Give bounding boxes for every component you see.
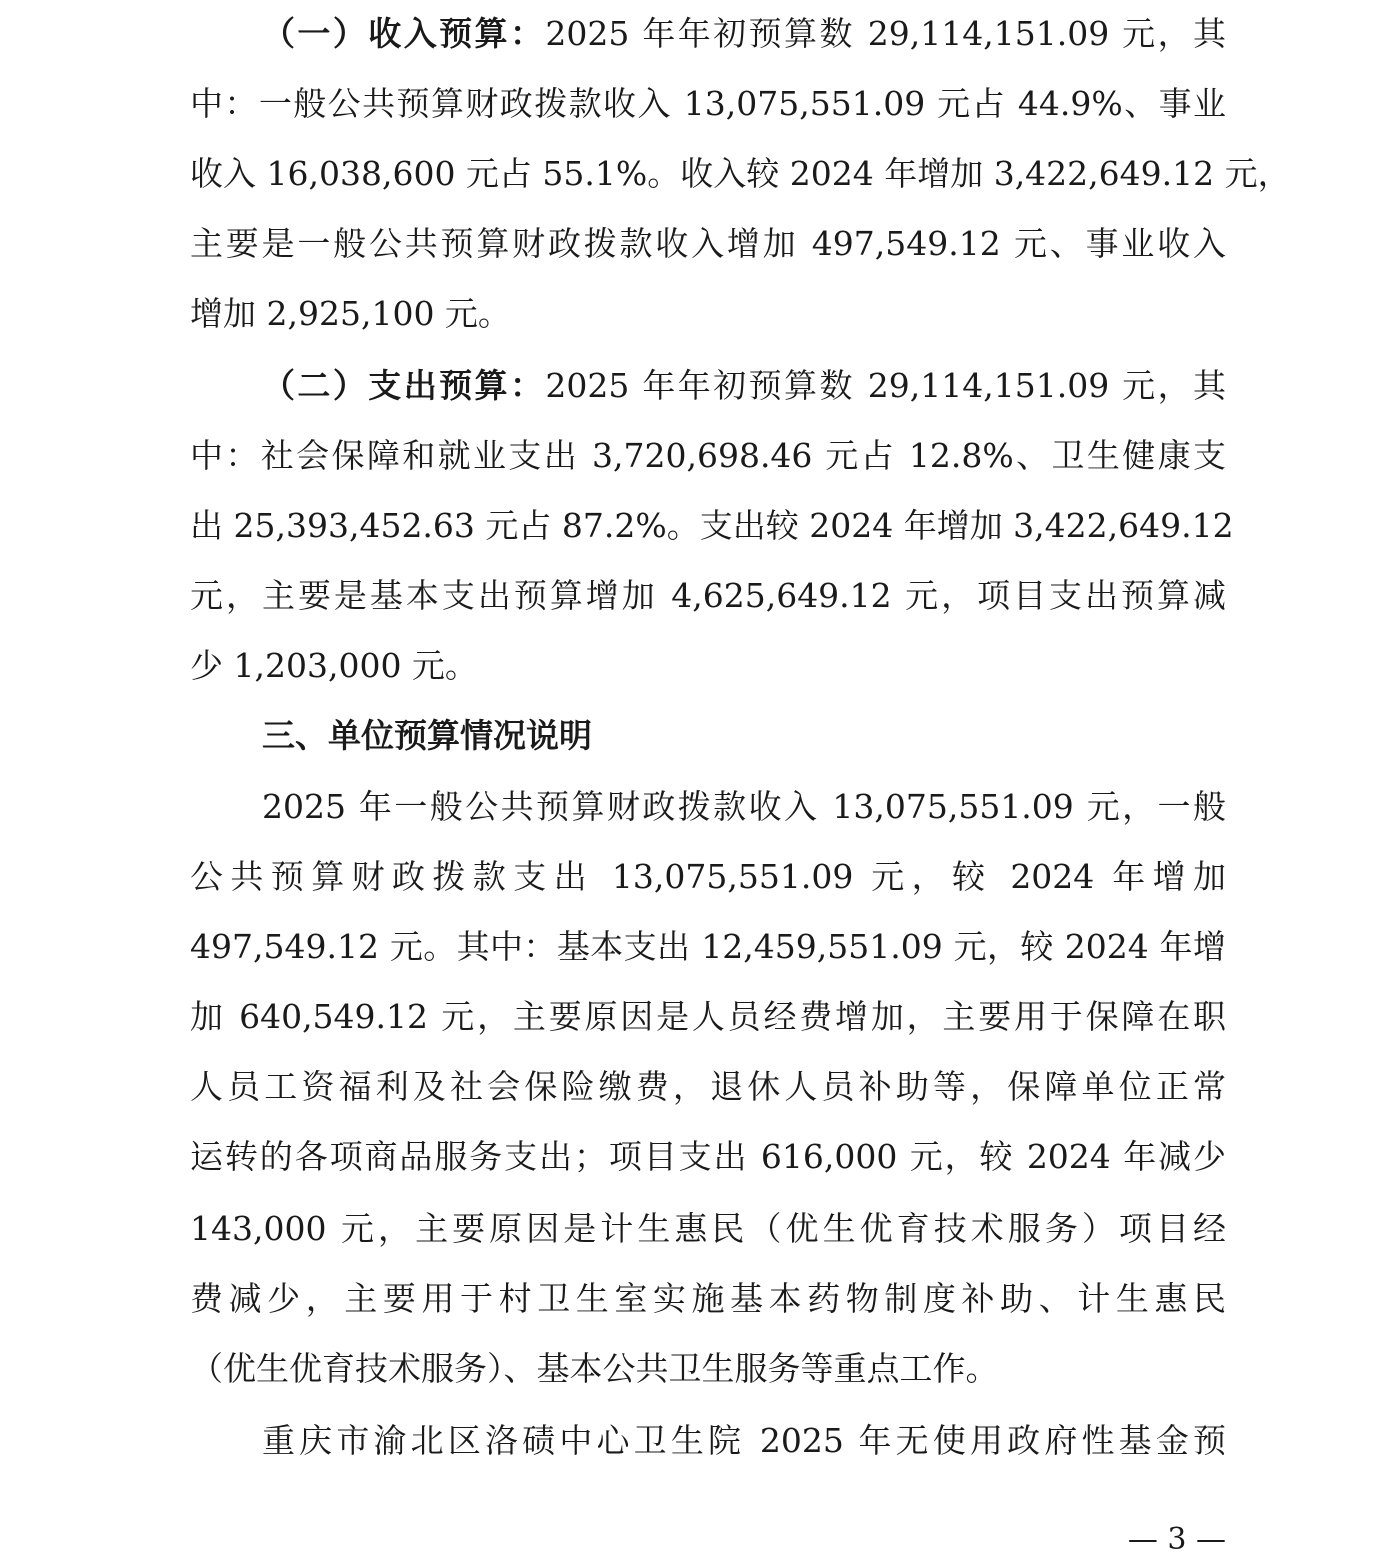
paragraph-expense-line-1: （二）支出预算：2025 年年初预算数 29,114,151.09 元，其 [262,366,1226,405]
paragraph-unit-line-8: 费减少，主要用于村卫生室实施基本药物制度补助、计生惠民 [190,1279,1226,1318]
paragraph-income-line-1: （一）收入预算：2025 年年初预算数 29,114,151.09 元，其 [262,14,1226,53]
paragraph-unit-line-1: 2025 年一般公共预算财政拨款收入 13,075,551.09 元，一般 [262,787,1226,826]
income-section-label: （一）收入预算： [262,14,546,53]
section-heading-unit-budget: 三、单位预算情况说明 [262,716,592,755]
paragraph-expense-line-5: 少 1,203,000 元。 [190,646,478,685]
paragraph-income-line-2: 中：一般公共预算财政拨款收入 13,075,551.09 元占 44.9%、事业 [190,84,1226,123]
page-number: — 3 — [1127,1522,1226,1557]
paragraph-income-line-5: 增加 2,925,100 元。 [190,294,511,333]
paragraph-fund-line-1: 重庆市渝北区洛碛中心卫生院 2025 年无使用政府性基金预 [262,1421,1226,1460]
expense-section-label: （二）支出预算： [262,366,546,405]
paragraph-unit-line-4: 加 640,549.12 元，主要原因是人员经费增加，主要用于保障在职 [190,997,1226,1036]
paragraph-income-line-3: 收入 16,038,600 元占 55.1%。收入较 2024 年增加 3,422,649.12 元， [190,154,1291,193]
paragraph-unit-line-2: 公共预算财政拨款支出 13,075,551.09 元，较 2024 年增加 [190,857,1226,896]
paragraph-expense-line-3: 出 25,393,452.63 元占 87.2%。支出较 2024 年增加 3,422,649.12 [190,506,1234,545]
paragraph-unit-line-9: （优生优育技术服务）、基本公共卫生服务等重点工作。 [190,1349,999,1388]
paragraph-unit-line-7: 143,000 元，主要原因是计生惠民（优生优育技术服务）项目经 [190,1209,1226,1248]
paragraph-income-line-4: 主要是一般公共预算财政拨款收入增加 497,549.12 元、事业收入 [190,224,1226,263]
paragraph-unit-line-6: 运转的各项商品服务支出；项目支出 616,000 元，较 2024 年减少 [190,1137,1226,1176]
paragraph-unit-line-3: 497,549.12 元。其中：基本支出 12,459,551.09 元，较 2024 年增 [190,927,1226,966]
paragraph-expense-line-4: 元，主要是基本支出预算增加 4,625,649.12 元，项目支出预算减 [190,576,1226,615]
paragraph-expense-line-2: 中：社会保障和就业支出 3,720,698.46 元占 12.8%、卫生健康支 [190,436,1226,475]
paragraph-unit-line-5: 人员工资福利及社会保险缴费，退休人员补助等，保障单位正常 [190,1067,1226,1106]
